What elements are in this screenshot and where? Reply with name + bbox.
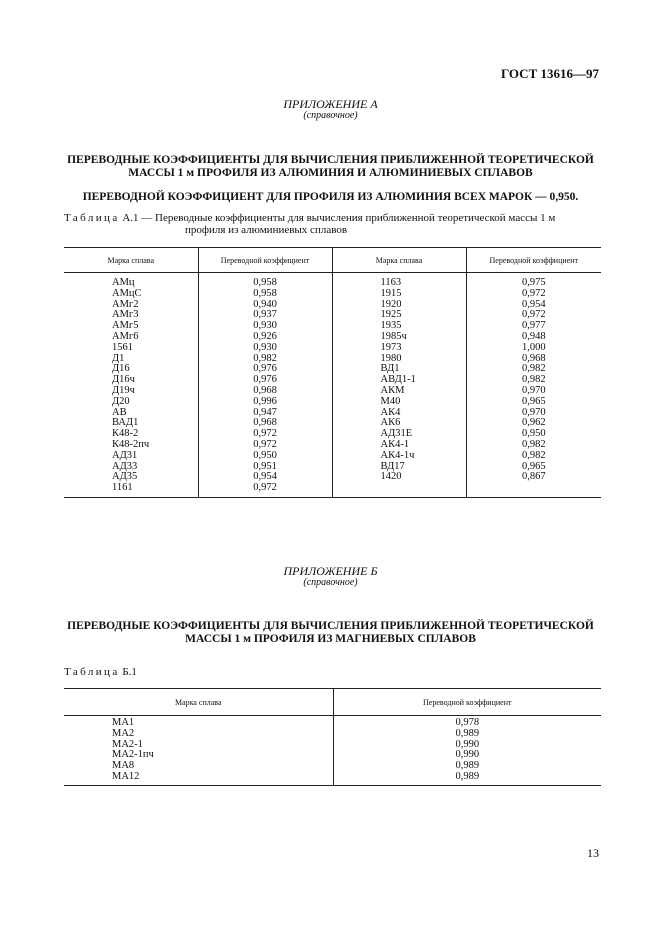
cell-coef: 0,951 bbox=[198, 462, 332, 473]
cell-coef: 0,982 bbox=[466, 451, 601, 462]
table-row bbox=[64, 397, 601, 408]
cell-coef: 0,982 bbox=[466, 364, 601, 375]
cell-coef: 0,948 bbox=[466, 332, 601, 343]
cell-coef: 0,972 bbox=[466, 289, 601, 300]
standard-number: ГОСТ 13616—97 bbox=[500, 66, 599, 81]
page-number: 13 bbox=[587, 846, 599, 860]
cell-grade: К48-2пч bbox=[112, 438, 150, 450]
table-b1-number: Б.1 bbox=[122, 666, 137, 678]
col-header-coef: Переводной коэффициент bbox=[333, 689, 601, 716]
cell-grade: 1925 bbox=[332, 310, 466, 321]
table-b1 bbox=[64, 688, 601, 786]
table-row bbox=[64, 772, 601, 785]
col-header-grade: Марка сплава bbox=[64, 248, 198, 273]
cell-coef: 0,977 bbox=[466, 321, 601, 332]
cell-grade: АД31 bbox=[112, 449, 138, 461]
table-row bbox=[64, 354, 601, 365]
table-row bbox=[64, 343, 601, 354]
cell-grade: ВД17 bbox=[332, 462, 466, 473]
cell-coef: 0,970 bbox=[466, 386, 601, 397]
cell-coef: 0,972 bbox=[198, 429, 332, 440]
table-row bbox=[64, 386, 601, 397]
cell-grade: 1973 bbox=[332, 343, 466, 354]
cell-coef: 0,867 bbox=[466, 472, 601, 483]
cell-grade: Д20 bbox=[112, 395, 130, 407]
cell-grade: Д1 bbox=[112, 352, 125, 364]
table-row bbox=[64, 300, 601, 311]
cell-grade: АКМ bbox=[332, 386, 466, 397]
cell-coef: 0,968 bbox=[198, 386, 332, 397]
col-header-grade: Марка сплава bbox=[64, 689, 333, 716]
cell-grade: АМг2 bbox=[112, 298, 139, 310]
cell-coef: 0,968 bbox=[466, 354, 601, 365]
table-row bbox=[64, 472, 601, 483]
col-header-grade: Марка сплава bbox=[332, 248, 466, 273]
cell-grade: Д19ч bbox=[112, 384, 135, 396]
table-a1-caption bbox=[64, 212, 601, 236]
table-row bbox=[64, 408, 601, 419]
cell-grade: 1161 bbox=[112, 482, 133, 494]
table-label: Таблица bbox=[64, 666, 120, 678]
table-row bbox=[64, 716, 601, 729]
cell-grade: ВД1 bbox=[332, 364, 466, 375]
cell-grade: М40 bbox=[332, 397, 466, 408]
cell-coef: 0,990 bbox=[333, 750, 601, 761]
cell-grade: МА12 bbox=[112, 770, 140, 782]
cell-coef: 0,989 bbox=[333, 761, 601, 772]
table-row bbox=[64, 273, 601, 289]
cell-coef: 0,990 bbox=[333, 740, 601, 751]
cell-coef: 0,970 bbox=[466, 408, 601, 419]
cell-coef: 0,940 bbox=[198, 300, 332, 311]
cell-coef: 0,982 bbox=[198, 354, 332, 365]
table-row bbox=[64, 364, 601, 375]
cell-coef bbox=[466, 483, 601, 497]
cell-coef: 0,926 bbox=[198, 332, 332, 343]
appendix-b-heading-line2: МАССЫ 1 м ПРОФИЛЯ ИЗ МАГНИЕВЫХ СПЛАВОВ bbox=[185, 632, 476, 645]
cell-grade: 1980 bbox=[332, 354, 466, 365]
cell-coef: 0,972 bbox=[198, 483, 332, 497]
cell-grade: АМцС bbox=[112, 287, 142, 299]
cell-coef: 0,972 bbox=[198, 440, 332, 451]
cell-coef: 0,976 bbox=[198, 375, 332, 386]
cell-grade: МА8 bbox=[112, 760, 135, 772]
cell-coef: 0,972 bbox=[466, 310, 601, 321]
cell-coef: 0,947 bbox=[198, 408, 332, 419]
cell-grade: АВ bbox=[112, 406, 127, 418]
cell-coef: 0,982 bbox=[466, 375, 601, 386]
table-row bbox=[64, 418, 601, 429]
cell-coef: 0,968 bbox=[198, 418, 332, 429]
table-row bbox=[64, 729, 601, 740]
cell-coef: 0,962 bbox=[466, 418, 601, 429]
cell-coef: 0,930 bbox=[198, 343, 332, 354]
table-a1 bbox=[64, 247, 601, 498]
cell-grade: МА2 bbox=[112, 727, 135, 739]
cell-coef: 0,975 bbox=[466, 273, 601, 289]
cell-grade: АМг3 bbox=[112, 309, 139, 321]
cell-grade: 1915 bbox=[332, 289, 466, 300]
cell-grade: АД35 bbox=[112, 471, 138, 483]
table-row bbox=[64, 321, 601, 332]
appendix-b-heading bbox=[0, 620, 661, 645]
appendix-a-heading-line2: МАССЫ 1 м ПРОФИЛЯ ИЗ АЛЮМИНИЯ И АЛЮМИНИЕВЫХ СПЛАВОВ bbox=[128, 166, 533, 179]
table-row bbox=[64, 332, 601, 343]
table-row bbox=[64, 761, 601, 772]
table-row bbox=[64, 375, 601, 386]
table-b1-body bbox=[64, 716, 601, 786]
cell-coef: 0,954 bbox=[466, 300, 601, 311]
cell-grade: АМг6 bbox=[112, 330, 139, 342]
table-row bbox=[64, 750, 601, 761]
cell-coef: 1,000 bbox=[466, 343, 601, 354]
cell-grade: Д16 bbox=[112, 363, 130, 375]
col-header-coef: Переводной коэффициент bbox=[466, 248, 601, 273]
appendix-a-title: ПРИЛОЖЕНИЕ А bbox=[283, 97, 378, 111]
cell-coef: 0,978 bbox=[333, 716, 601, 729]
table-row bbox=[64, 289, 601, 300]
appendix-b-subtitle: (справочное) bbox=[303, 577, 358, 588]
table-label: Таблица bbox=[64, 212, 120, 224]
cell-grade: 1985ч bbox=[332, 332, 466, 343]
table-row bbox=[64, 462, 601, 473]
cell-coef: 0,996 bbox=[198, 397, 332, 408]
appendix-b-title: ПРИЛОЖЕНИЕ Б bbox=[283, 564, 378, 578]
cell-grade: АК4 bbox=[332, 408, 466, 419]
cell-grade: 1935 bbox=[332, 321, 466, 332]
cell-grade bbox=[332, 483, 466, 497]
cell-grade: МА2-1 bbox=[112, 738, 143, 750]
table-a1-caption-line2: профиля из алюминиевых сплавов bbox=[185, 224, 348, 236]
table-row bbox=[64, 483, 601, 497]
cell-coef: 0,989 bbox=[333, 729, 601, 740]
cell-grade: 1163 bbox=[332, 273, 466, 289]
appendix-a-heading2: ПЕРЕВОДНОЙ КОЭФФИЦИЕНТ ДЛЯ ПРОФИЛЯ ИЗ АЛЮМИНИЯ ВСЕХ МАРОК — 0,950. bbox=[82, 191, 579, 203]
cell-grade: АМц bbox=[112, 277, 135, 288]
cell-coef: 0,950 bbox=[198, 451, 332, 462]
cell-grade: 1420 bbox=[332, 472, 466, 483]
col-header-coef: Переводной коэффициент bbox=[198, 248, 332, 273]
cell-grade: 1920 bbox=[332, 300, 466, 311]
cell-grade: АВД1-1 bbox=[332, 375, 466, 386]
cell-grade: К48-2 bbox=[112, 428, 139, 440]
table-a1-caption-line1: А.1 — Переводные коэффициенты для вычисления приближенной теоретической массы 1 м bbox=[122, 212, 556, 224]
cell-coef: 0,954 bbox=[198, 472, 332, 483]
table-row bbox=[64, 451, 601, 462]
cell-grade: АД33 bbox=[112, 460, 138, 472]
cell-coef: 0,950 bbox=[466, 429, 601, 440]
cell-grade: АК6 bbox=[332, 418, 466, 429]
cell-grade: МА2-1пч bbox=[112, 749, 154, 761]
cell-coef: 0,958 bbox=[198, 289, 332, 300]
cell-coef: 0,989 bbox=[333, 772, 601, 785]
cell-grade: АК4-1 bbox=[332, 440, 466, 451]
table-a1-body bbox=[64, 273, 601, 498]
cell-coef: 0,930 bbox=[198, 321, 332, 332]
appendix-a-heading bbox=[0, 154, 661, 179]
appendix-a-subtitle: (справочное) bbox=[303, 110, 358, 121]
cell-coef: 0,976 bbox=[198, 364, 332, 375]
cell-coef: 0,937 bbox=[198, 310, 332, 321]
cell-grade: АК4-1ч bbox=[332, 451, 466, 462]
cell-grade: АД31Е bbox=[332, 429, 466, 440]
cell-coef: 0,965 bbox=[466, 462, 601, 473]
cell-grade: ВАД1 bbox=[112, 417, 139, 429]
cell-grade: 1561 bbox=[112, 341, 133, 353]
appendix-a-heading-line1: ПЕРЕВОДНЫЕ КОЭФФИЦИЕНТЫ ДЛЯ ВЫЧИСЛЕНИЯ ПРИБЛИЖЕННОЙ ТЕОРЕТИЧЕСКОЙ bbox=[67, 154, 594, 166]
cell-coef: 0,965 bbox=[466, 397, 601, 408]
cell-grade: АМг5 bbox=[112, 320, 139, 332]
cell-grade: Д16ч bbox=[112, 374, 135, 386]
appendix-b-heading-line1: ПЕРЕВОДНЫЕ КОЭФФИЦИЕНТЫ ДЛЯ ВЫЧИСЛЕНИЯ ПРИБЛИЖЕННОЙ ТЕОРЕТИЧЕСКОЙ bbox=[67, 620, 594, 632]
table-b1-caption bbox=[64, 666, 137, 678]
cell-coef: 0,982 bbox=[466, 440, 601, 451]
cell-grade: МА1 bbox=[112, 717, 135, 728]
cell-coef: 0,958 bbox=[198, 273, 332, 289]
table-row bbox=[64, 440, 601, 451]
table-row bbox=[64, 310, 601, 321]
